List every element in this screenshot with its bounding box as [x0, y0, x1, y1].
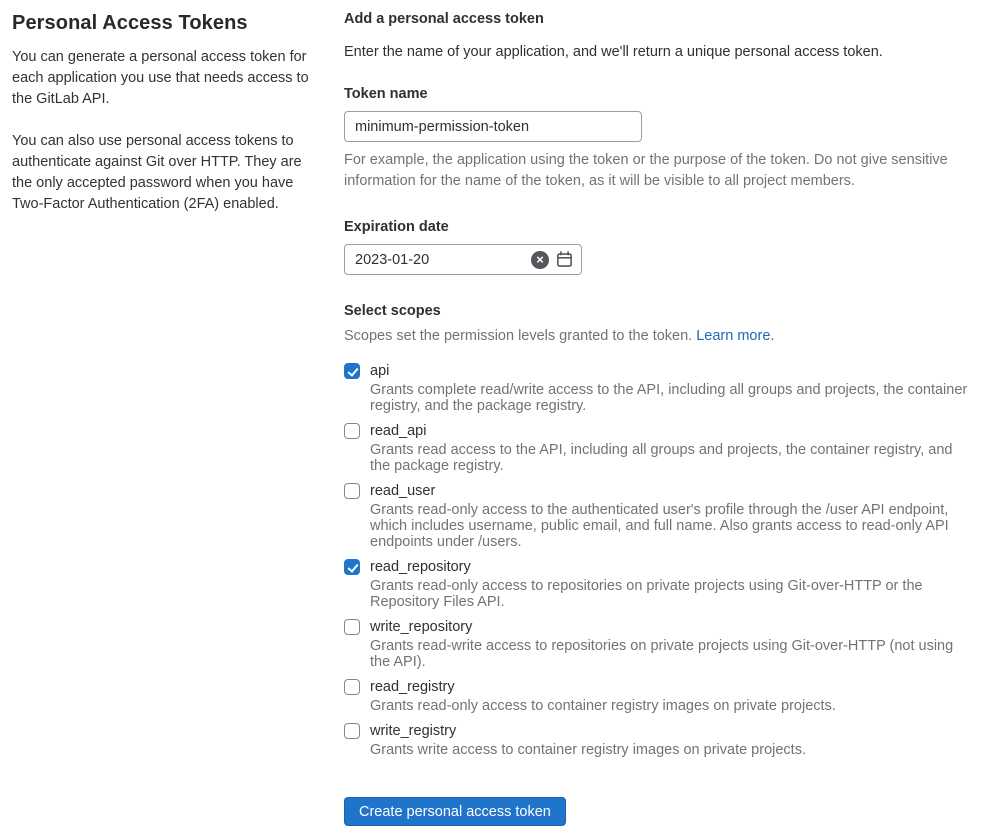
scope-label[interactable]: read_registry	[370, 679, 455, 695]
expiration-input[interactable]	[345, 247, 531, 273]
scope-checkbox[interactable]	[344, 679, 360, 695]
scope-item	[344, 679, 969, 714]
intro-paragraph-2: You can also use personal access tokens to authenticate against Git over HTTP. They are the only accepted password when you have Two-Factor Authentication (2FA) enabled.	[12, 133, 302, 212]
scope-label[interactable]: read_api	[370, 423, 427, 439]
scope-description: Grants read-only access to repositories on private projects using Git-over-HTTP or the Repository Files API.	[370, 578, 923, 610]
create-token-button[interactable]: Create personal access token	[344, 797, 566, 826]
scope-description: Grants read access to the API, including all groups and projects, the container registry, and the package registry.	[370, 442, 953, 474]
scope-list	[344, 363, 969, 758]
scope-checkbox[interactable]	[344, 559, 360, 575]
scope-label[interactable]: write_registry	[370, 723, 457, 739]
scope-item	[344, 619, 969, 670]
form-heading: Add a personal access token	[344, 11, 544, 27]
expiration-label: Expiration date	[344, 219, 449, 235]
intro-paragraph-1: You can generate a personal access token for each application you use that needs access to the GitLab API.	[12, 49, 309, 107]
scope-label[interactable]: read_user	[370, 483, 436, 499]
token-name-label: Token name	[344, 86, 428, 102]
scope-description: Grants read-only access to the authenticated user's profile through the /user API endpoint, which includes username, public email, and full name. Also grants access to read-only API endpoints under /users.	[370, 502, 949, 550]
scope-checkbox[interactable]	[344, 619, 360, 635]
calendar-icon[interactable]	[556, 251, 573, 268]
scope-label[interactable]: read_repository	[370, 559, 471, 575]
scopes-description-text: Scopes set the permission levels granted to the token.	[344, 328, 697, 344]
scope-checkbox[interactable]	[344, 483, 360, 499]
learn-more-link[interactable]: Learn more.	[696, 328, 775, 344]
scope-description: Grants read-write access to repositories on private projects using Git-over-HTTP (not using the API).	[370, 638, 954, 670]
token-form	[344, 10, 969, 826]
scope-label[interactable]: write_repository	[370, 619, 473, 635]
scope-label[interactable]: api	[370, 363, 390, 379]
sidebar	[12, 10, 316, 826]
scope-description: Grants read-only access to container registry images on private projects.	[370, 698, 836, 714]
token-name-input[interactable]	[344, 111, 642, 142]
token-name-help: For example, the application using the token or the purpose of the token. Do not give sensitive information for the name of the token, as it will be visible to all project members.	[344, 152, 948, 189]
scope-item	[344, 363, 969, 414]
scopes-description	[344, 326, 969, 346]
scope-checkbox[interactable]	[344, 423, 360, 439]
scope-item	[344, 483, 969, 550]
scope-description: Grants write access to container registry images on private projects.	[370, 742, 806, 758]
scope-checkbox[interactable]	[344, 723, 360, 739]
page-title: Personal Access Tokens	[12, 12, 248, 34]
scope-item	[344, 423, 969, 474]
scope-checkbox[interactable]	[344, 363, 360, 379]
scopes-label: Select scopes	[344, 303, 441, 319]
scope-item	[344, 723, 969, 758]
expiration-input-wrap	[344, 244, 582, 275]
scope-item	[344, 559, 969, 610]
form-subheading: Enter the name of your application, and we'll return a unique personal access token.	[344, 44, 883, 60]
scope-description: Grants complete read/write access to the API, including all groups and projects, the container registry, and the package registry.	[370, 382, 968, 414]
clear-date-icon[interactable]: ×	[531, 251, 549, 269]
